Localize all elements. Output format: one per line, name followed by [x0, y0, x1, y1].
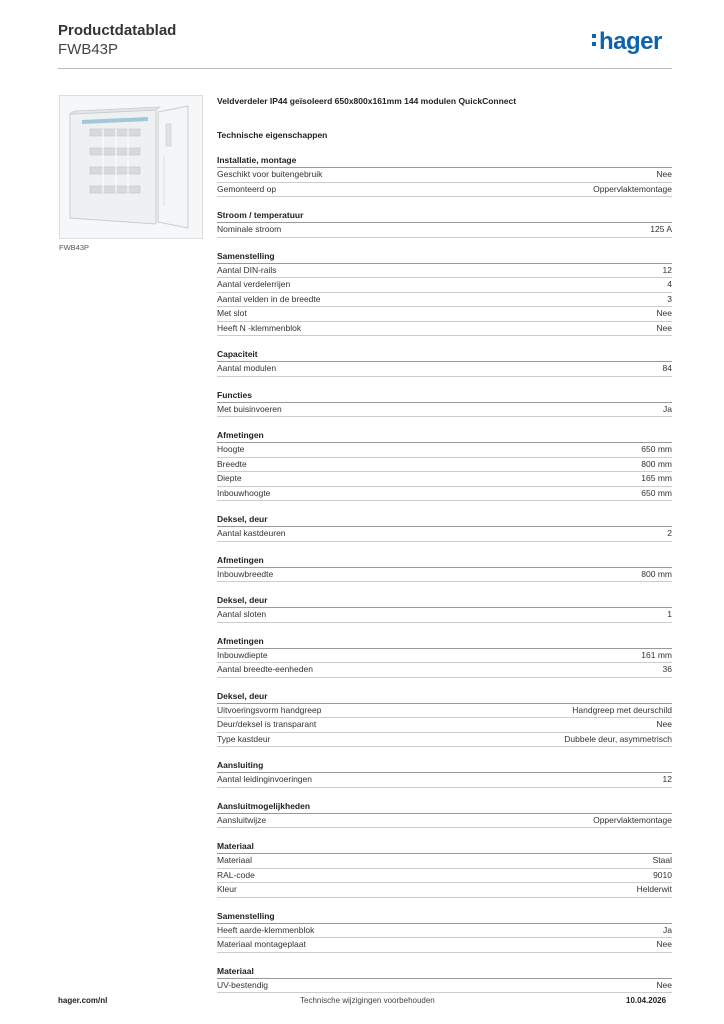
property-section	[217, 759, 672, 788]
property-label: Geschikt voor buitengebruik	[217, 169, 323, 179]
property-section	[217, 513, 672, 542]
property-value: Handgreep met deurschild	[572, 704, 672, 715]
section-heading: Functies	[217, 389, 672, 403]
property-row	[217, 663, 672, 678]
property-row	[217, 938, 672, 953]
property-label: Heeft aarde-klemmenblok	[217, 924, 315, 935]
property-value: Staal	[652, 855, 672, 865]
tech-heading: Technische eigenschappen	[217, 130, 328, 140]
property-section	[217, 594, 672, 623]
property-section	[217, 800, 672, 829]
property-label: Aantal modulen	[217, 363, 277, 373]
property-row	[217, 568, 672, 583]
property-value: Nee	[656, 939, 672, 949]
property-section	[217, 635, 672, 678]
property-value: 165 mm	[641, 473, 672, 483]
property-row	[217, 649, 672, 664]
property-value: Oppervlaktemontage	[593, 814, 672, 825]
property-value: 12	[662, 774, 672, 784]
property-label: Materiaal montageplaat	[217, 939, 306, 949]
property-label: Aantal sloten	[217, 609, 267, 619]
property-value: 9010	[653, 869, 672, 880]
property-value: Helderwit	[636, 884, 672, 894]
property-value: Nee	[656, 322, 672, 333]
property-value: 800 mm	[641, 568, 672, 579]
property-row	[217, 472, 672, 487]
property-value: Nee	[656, 169, 672, 179]
section-heading: Aansluiting	[217, 759, 672, 773]
property-label: Met slot	[217, 308, 247, 318]
property-value: 650 mm	[641, 487, 672, 498]
property-value: 36	[662, 664, 672, 674]
section-heading: Deksel, deur	[217, 690, 672, 704]
product-description: Veldverdeler IP44 geïsoleerd 650x800x161mm 144 modulen QuickConnect	[217, 96, 517, 106]
section-heading: Deksel, deur	[217, 513, 672, 527]
property-label: Uitvoeringsvorm handgreep	[217, 704, 322, 715]
property-value: 4	[667, 279, 672, 289]
property-row	[217, 278, 672, 293]
property-section	[217, 910, 672, 953]
property-section	[217, 554, 672, 583]
section-heading: Samenstelling	[217, 910, 672, 924]
property-value: 12	[662, 264, 672, 275]
property-row	[217, 854, 672, 869]
section-heading: Afmetingen	[217, 635, 672, 649]
property-section	[217, 154, 672, 197]
logo-text: hager	[599, 28, 662, 55]
footer-website: hager.com/nl	[58, 996, 108, 1005]
section-heading: Deksel, deur	[217, 594, 672, 608]
property-row	[217, 733, 672, 748]
property-value: Ja	[663, 403, 672, 414]
footer-date: 10.04.2026	[626, 996, 667, 1005]
section-heading: Aansluitmogelijkheden	[217, 800, 672, 814]
property-label: Materiaal	[217, 855, 252, 865]
property-row	[217, 718, 672, 733]
page-title: Productdatablad	[58, 22, 177, 39]
property-row	[217, 814, 672, 829]
property-section	[217, 348, 672, 377]
property-section	[217, 965, 672, 994]
property-label: Deur/deksel is transparant	[217, 719, 317, 729]
property-label: Aantal leidinginvoeringen	[217, 774, 312, 784]
property-row	[217, 307, 672, 322]
property-row	[217, 883, 672, 898]
property-row	[217, 608, 672, 623]
property-row	[217, 403, 672, 418]
section-heading: Materiaal	[217, 965, 672, 979]
product-image	[59, 95, 203, 239]
property-row	[217, 362, 672, 377]
property-value: 800 mm	[641, 458, 672, 469]
property-value: Nee	[656, 979, 672, 990]
property-row	[217, 458, 672, 473]
property-section	[217, 429, 672, 501]
property-row	[217, 773, 672, 788]
property-label: UV-bestendig	[217, 979, 269, 990]
property-value: 2	[667, 528, 672, 538]
property-value: Nee	[656, 719, 672, 729]
property-value: 84	[662, 363, 672, 373]
product-code: FWB43P	[58, 41, 119, 58]
property-row	[217, 487, 672, 502]
property-label: Kleur	[217, 884, 237, 894]
property-label: Diepte	[217, 473, 242, 483]
property-label: Breedte	[217, 458, 247, 469]
property-label: Heeft N -klemmenblok	[217, 322, 302, 333]
property-value: Ja	[663, 924, 672, 935]
property-section	[217, 690, 672, 748]
property-label: RAL-code	[217, 869, 255, 880]
property-section	[217, 840, 672, 898]
property-row	[217, 264, 672, 279]
property-value: 161 mm	[641, 649, 672, 660]
property-row	[217, 704, 672, 719]
property-label: Aantal verdelerrijen	[217, 279, 291, 289]
property-row	[217, 293, 672, 308]
property-value: 650 mm	[641, 444, 672, 454]
footer-disclaimer: Technische wijzigingen voorbehouden	[300, 996, 435, 1005]
property-label: Aantal velden in de breedte	[217, 293, 321, 304]
section-heading: Stroom / temperatuur	[217, 209, 672, 223]
property-value: 125 A	[650, 224, 672, 234]
property-value: 1	[667, 609, 672, 619]
property-label: Aansluitwijze	[217, 814, 267, 825]
property-label: Inbouwdiepte	[217, 649, 268, 660]
property-row	[217, 869, 672, 884]
section-heading: Afmetingen	[217, 429, 672, 443]
section-heading: Afmetingen	[217, 554, 672, 568]
logo-dots-icon	[592, 34, 598, 50]
property-value: Oppervlaktemontage	[593, 183, 672, 194]
property-value: 3	[667, 293, 672, 304]
image-caption: FWB43P	[59, 243, 90, 252]
property-label: Aantal DIN-rails	[217, 264, 277, 275]
property-row	[217, 527, 672, 542]
section-heading: Installatie, montage	[217, 154, 672, 168]
property-label: Type kastdeur	[217, 733, 271, 744]
property-row	[217, 223, 672, 238]
property-value: Dubbele deur, asymmetrisch	[564, 733, 672, 744]
property-row	[217, 168, 672, 183]
property-label: Inbouwbreedte	[217, 568, 274, 579]
property-row	[217, 443, 672, 458]
property-row	[217, 322, 672, 337]
property-value: Nee	[656, 308, 672, 318]
section-heading: Materiaal	[217, 840, 672, 854]
property-row	[217, 924, 672, 939]
property-row	[217, 183, 672, 198]
property-label: Aantal kastdeuren	[217, 528, 286, 538]
header-divider	[58, 68, 672, 69]
property-label: Inbouwhoogte	[217, 487, 271, 498]
property-label: Gemonteerd op	[217, 183, 277, 194]
section-heading: Capaciteit	[217, 348, 672, 362]
distribution-board-icon	[60, 96, 202, 238]
property-section	[217, 389, 672, 418]
properties-table	[217, 154, 672, 1005]
hager-logo	[592, 28, 662, 56]
property-section	[217, 209, 672, 238]
property-label: Met buisinvoeren	[217, 403, 282, 414]
property-label: Nominale stroom	[217, 224, 282, 234]
property-label: Hoogte	[217, 444, 245, 454]
property-section	[217, 250, 672, 337]
property-label: Aantal breedte-eenheden	[217, 664, 313, 674]
property-row	[217, 979, 672, 994]
section-heading: Samenstelling	[217, 250, 672, 264]
